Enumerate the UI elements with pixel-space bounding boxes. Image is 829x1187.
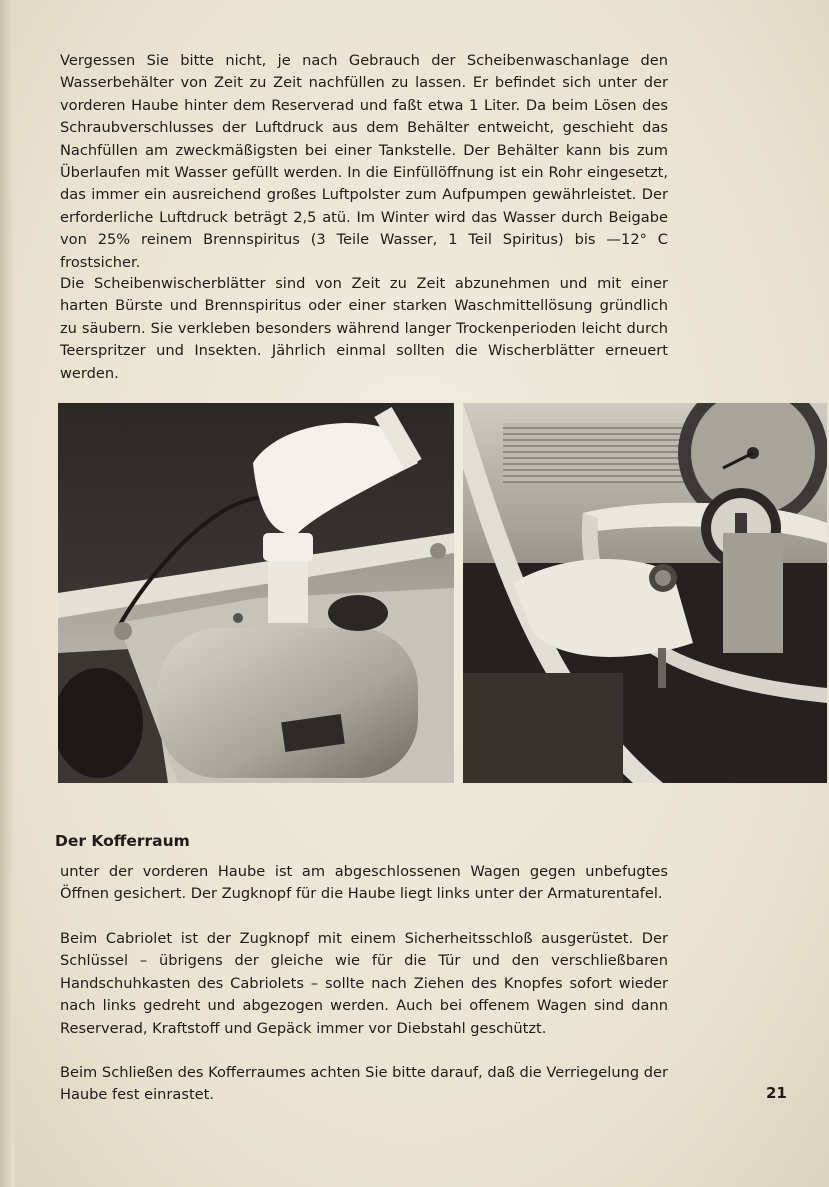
- page-number: 21: [766, 1084, 787, 1102]
- section-paragraph-3: Beim Schließen des Kofferraumes achten Sie bitte darauf, daß die Verriegelung der Haube fest einrastet.: [60, 1064, 668, 1104]
- section-paragraph-1: unter der vorderen Haube ist am abgeschlossenen Wagen gegen unbefugtes Öffnen gesichert. Der Zugknopf für die Haube liegt links unter der Armaturentafel.: [60, 863, 668, 903]
- section-paragraph-2: Beim Cabriolet ist der Zugknopf mit einem Sicherheitsschloß ausgerüstet. Der Schlüssel – übrigens der gleiche wie für die Tür und den verschließbaren Handschuhkasten des Cabriolets – sollte nach Ziehen des Knopfes sofort wieder nach links gedreht und abgezogen werden. Auch bei offenem Wagen sind dann Reserverad, Kraftstoff und Gepäck immer vor Diebstahl geschützt.: [60, 930, 668, 1037]
- dashboard-hood-release-photo: [463, 403, 827, 783]
- dashboard-illustration: [463, 403, 827, 783]
- intro-paragraph-2: Die Scheibenwischerblätter sind von Zeit zu Zeit abzunehmen und mit einer harten Bürste und Brennspiritus oder einer starken Waschmittellösung gründlich zu säubern. Sie verkleben besonders während langer Trockenperioden leicht durch Teerspritzer und Insekten. Jährlich einmal sollten die Wischerblätter erneuert werden.: [60, 275, 668, 382]
- page-spine-shadow: [0, 0, 14, 1187]
- section-heading: Der Kofferraum: [55, 832, 190, 850]
- intro-paragraph-1: Vergessen Sie bitte nicht, je nach Gebrauch der Scheibenwaschanlage den Wasserbehälter von Zeit zu Zeit nachfüllen zu lassen. Er befindet sich unter der vorderen Haube hinter dem Reserverad und faßt etwa 1 Liter. Da beim Lösen des Schraubverschlusses der Luftdruck aus dem Behälter entweicht, geschieht das Nachfüllen am zweckmäßigsten bei einer Tankstelle. Der Behälter kann bis zum Überlaufen mit Wasser gefüllt werden. In die Einfüllöffnung ist ein Rohr eingesetzt, das immer ein ausreichend großes Luftpolster zum Aufpumpen gewährleistet. Der erforderliche Luftdruck beträgt 2,5 atü. Im Winter wird das Wasser durch Beigabe von 25% reinem Brennspiritus (3 Teile Wasser, 1 Teil Spiritus) bis —12° C frostsicher.: [60, 52, 668, 271]
- washer-reservoir-photo: [58, 403, 454, 783]
- washer-reservoir-illustration: [58, 403, 454, 783]
